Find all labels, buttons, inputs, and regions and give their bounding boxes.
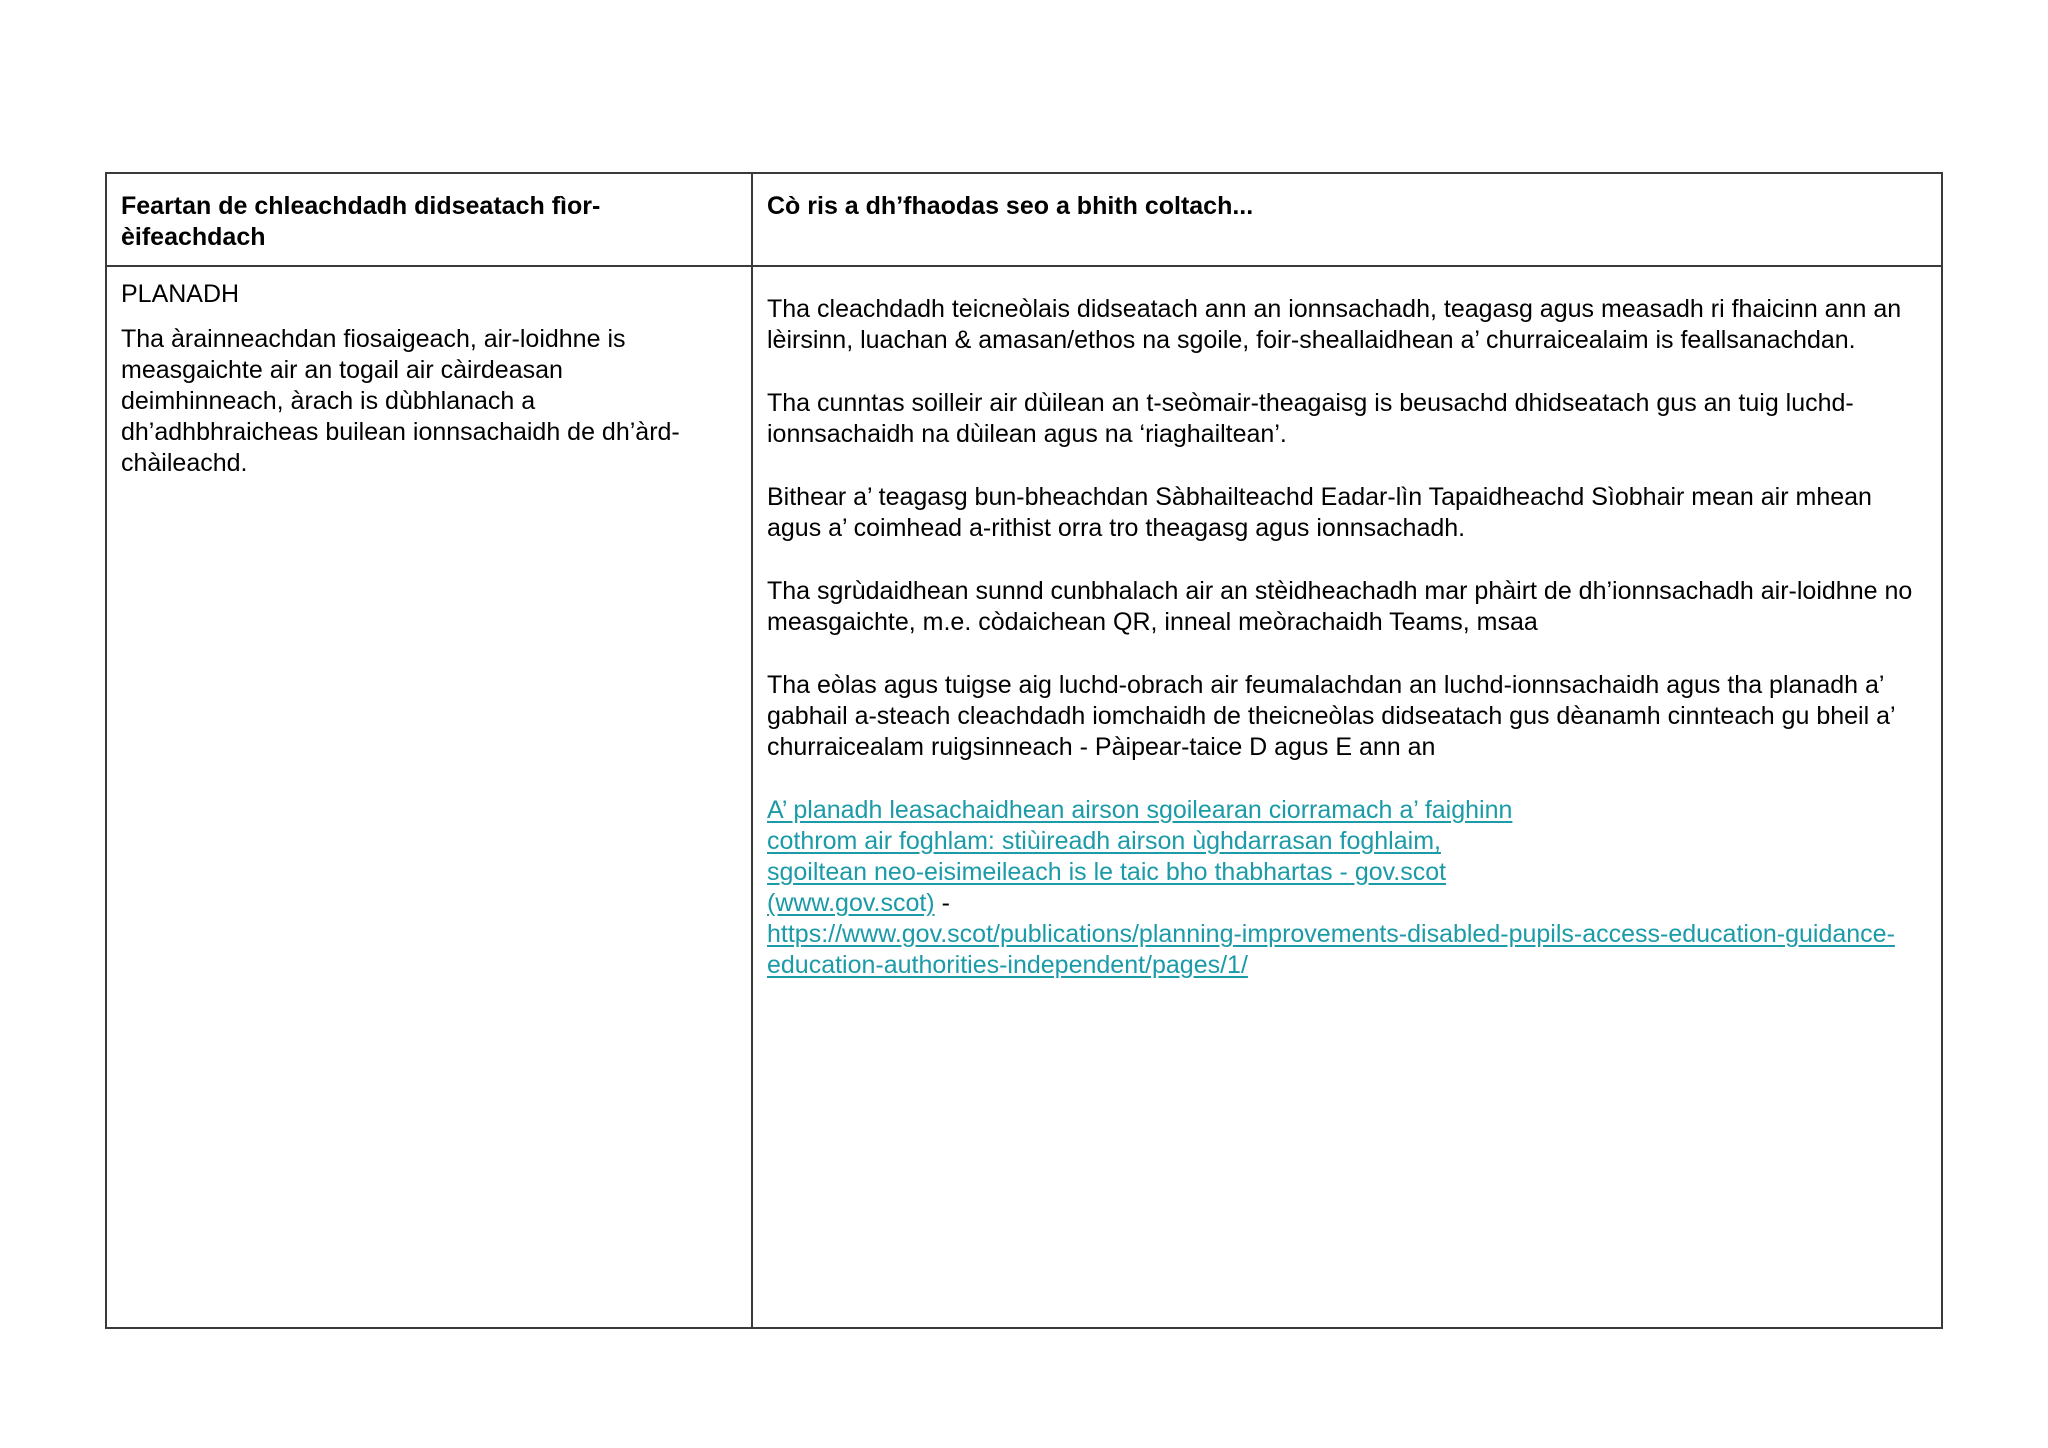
header-right-cell xyxy=(752,173,1942,266)
right-paragraph-2: Tha cunntas soilleir air dùilean an t-seòmair-theagaisg is beusachd dhidseatach gus an tuig luchd-ionnsachaidh na dùilean agus na ‘riaghailtean’. xyxy=(767,389,1854,448)
guidance-table xyxy=(105,172,1943,1329)
link-title-wrap xyxy=(767,795,1527,919)
link-separator: - xyxy=(934,889,950,917)
right-paragraph-4: Tha sgrùdaidhean sunnd cunbhalach air an stèidheachadh mar phàirt de dh’ionnsachadh air-loidhne no measgaichte, m.e. còdaichean QR, inneal meòrachaidh Teams, msaa xyxy=(767,577,1913,636)
body-right-cell xyxy=(752,266,1942,1328)
body-left-cell xyxy=(106,266,752,1328)
header-left-text: Feartan de chleachdadh didseatach fìor-èifeachdach xyxy=(121,192,601,251)
left-description: Tha àrainneachdan fiosaigeach, air-loidhne is measgaichte air an togail air càirdeasan deimhinneach, àrach is dùbhlanach a dh’adhbhraicheas builean ionnsachaidh de dh’àrd-chàileachd. xyxy=(121,325,680,477)
header-left-cell xyxy=(106,173,752,266)
table-body-row xyxy=(106,266,1942,1328)
links-block xyxy=(767,795,1927,981)
header-right-text: Cò ris a dh’fhaodas seo a bhith coltach... xyxy=(767,192,1254,220)
guidance-title-link[interactable]: A’ planadh leasachaidhean airson sgoilearan ciorramach a’ faighinn cothrom air foghlam: stiùireadh airson ùghdarrasan foghlaim, sgoiltean neo-eisimeileach is le taic bho thabhartas - gov.scot (www.gov.scot) xyxy=(767,796,1513,917)
right-paragraph-1: Tha cleachdadh teicneòlais didseatach ann an ionnsachadh, teagasg agus measadh ri fhaicinn ann an lèirsinn, luachan & amasan/ethos na sgoile, foir-sheallaidhean a’ churraicealaim is feallsanachdan. xyxy=(767,295,1902,354)
section-heading: PLANADH xyxy=(121,280,240,308)
right-paragraph-3: Bithear a’ teagasg bun-bheachdan Sàbhailteachd Eadar-lìn Tapaidheachd Sìobhair mean air mhean agus a’ coimhead a-rithist orra tro theagasg agus ionnsachadh. xyxy=(767,483,1872,542)
right-paragraph-5: Tha eòlas agus tuigse aig luchd-obrach air feumalachdan an luchd-ionnsachaidh agus tha planadh a’ gabhail a-steach cleachdadh iomchaidh de theicneòlas didseatach gus dèanamh cinnteach gu bheil a’ churraicealam ruigsinneach - Pàipear-taice D agus E ann an xyxy=(767,671,1895,761)
table-header-row xyxy=(106,173,1942,266)
guidance-url-link[interactable]: https://www.gov.scot/publications/planning-improvements-disabled-pupils-access-education-guidance-education-authorities-independent/pages/1/ xyxy=(767,920,1895,979)
